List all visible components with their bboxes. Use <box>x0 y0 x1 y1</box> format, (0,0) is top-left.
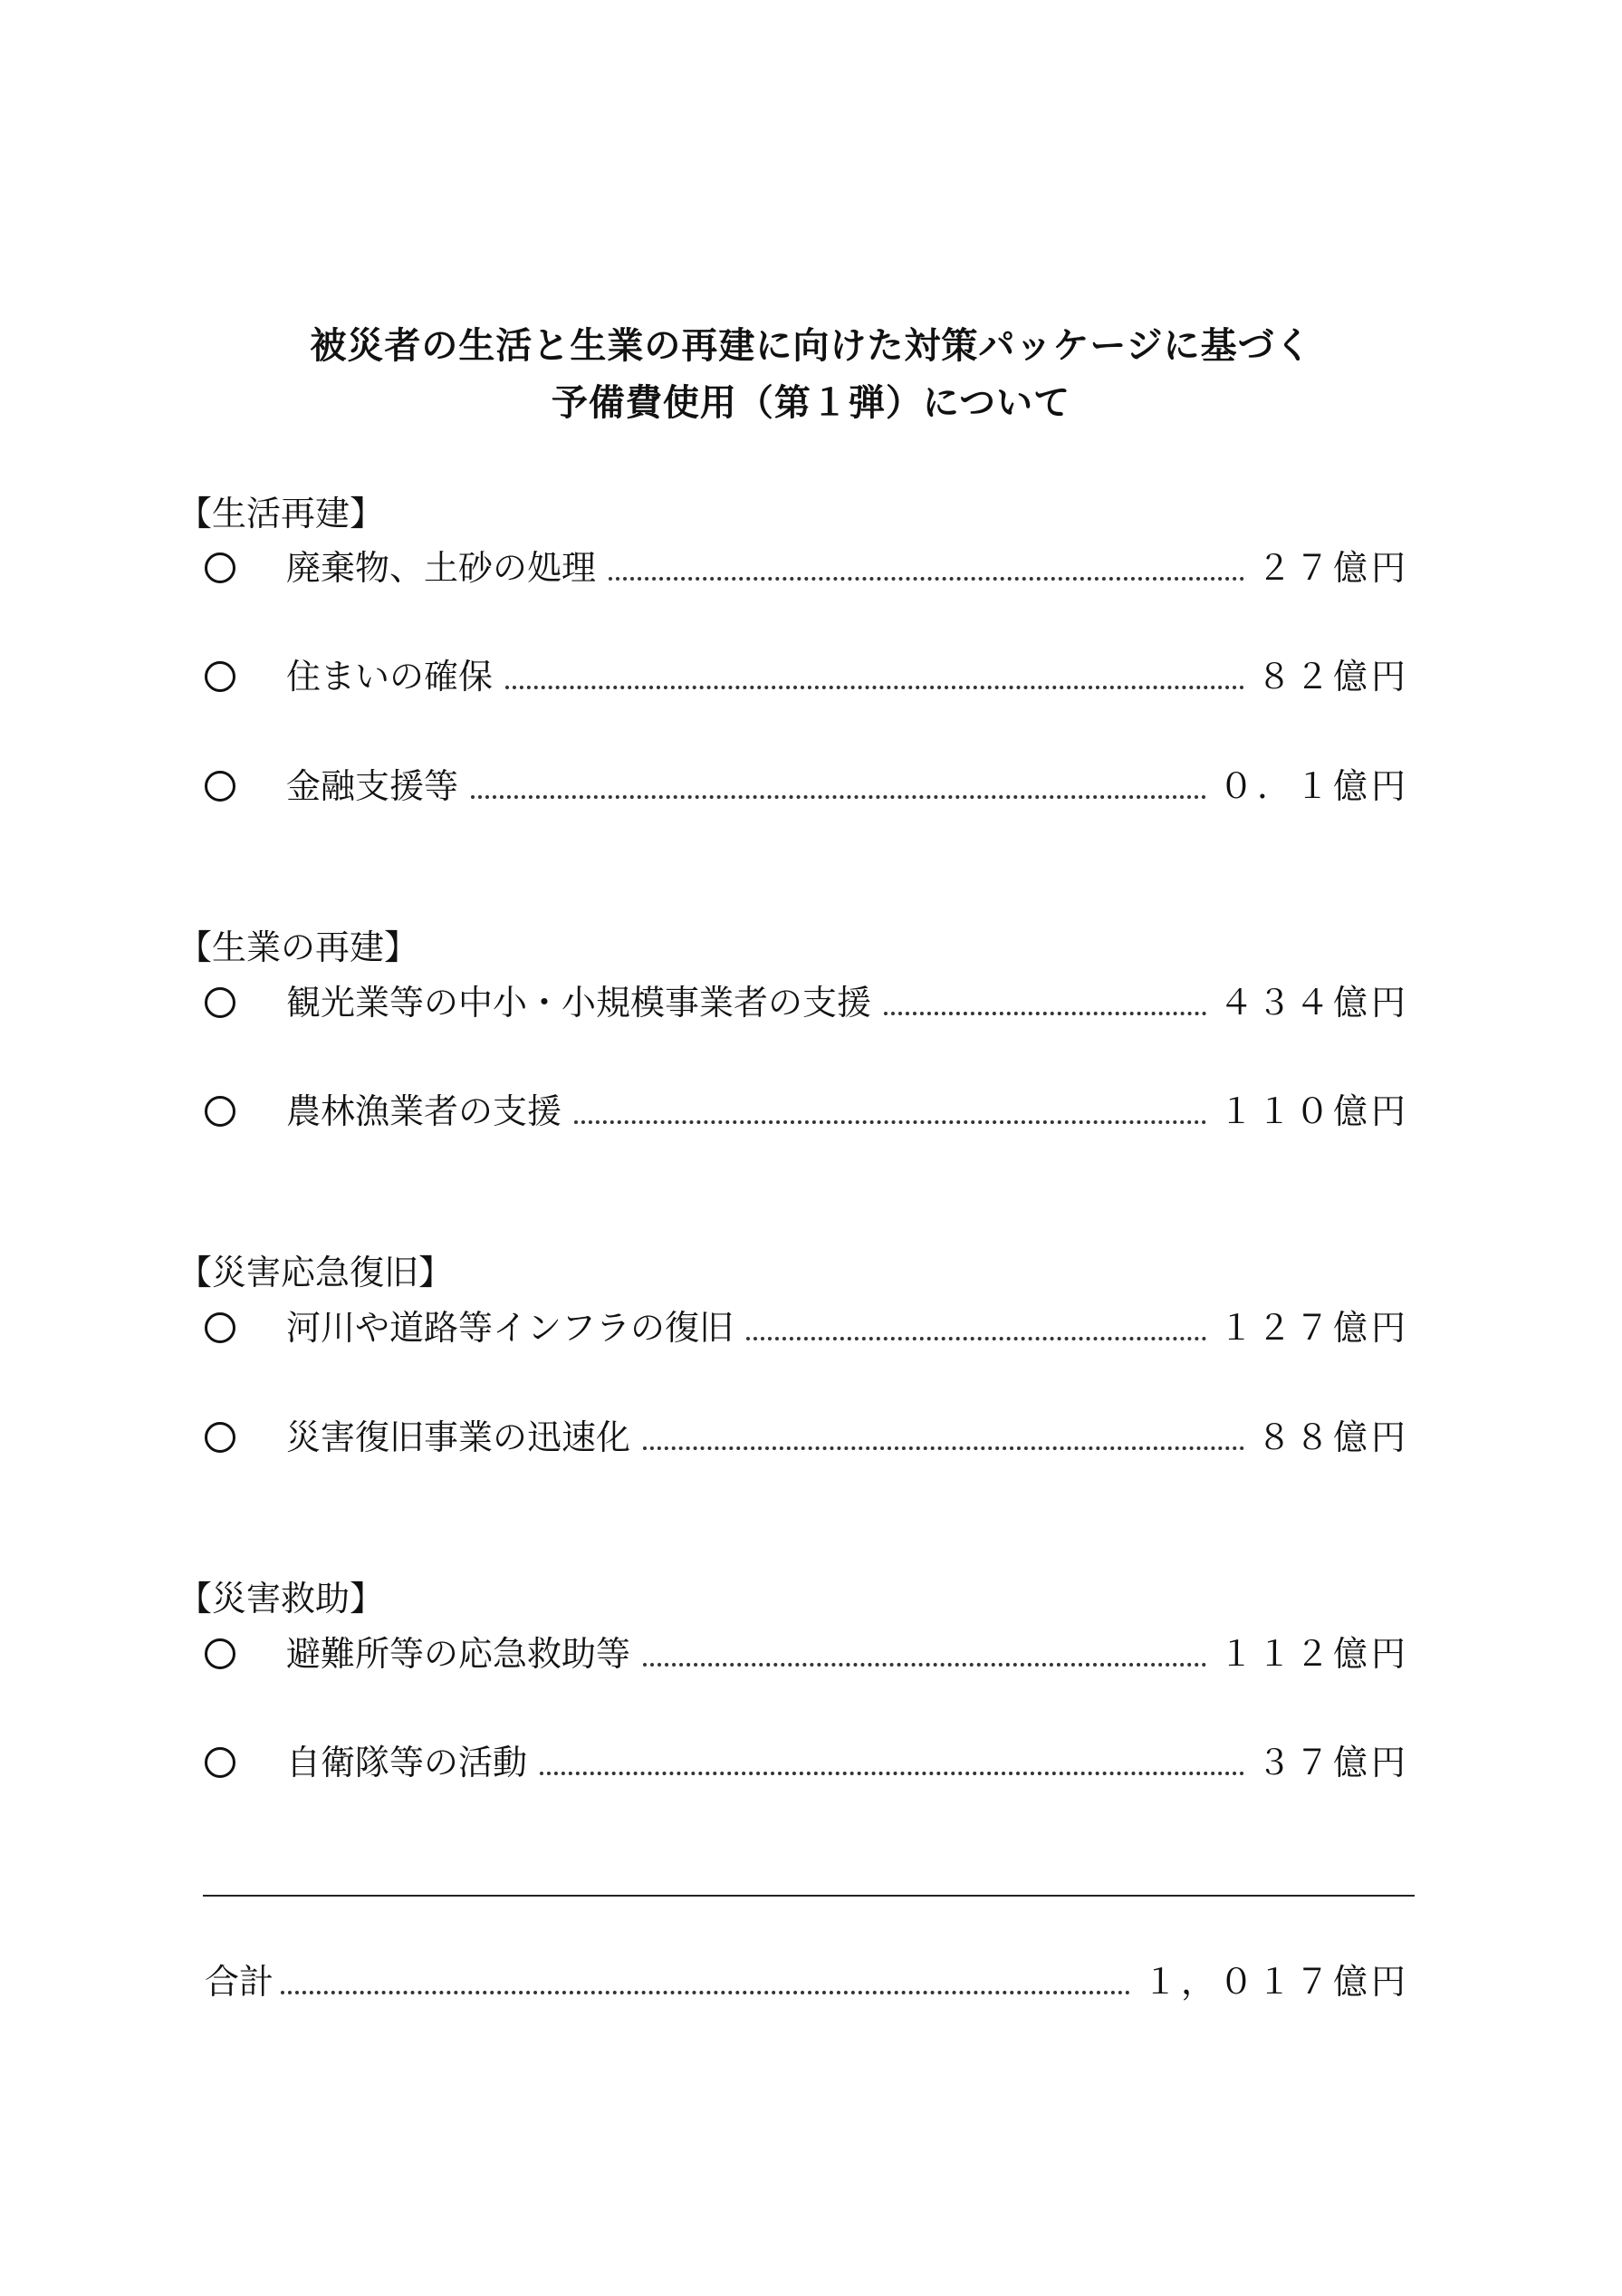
circle-bullet-icon <box>205 552 235 583</box>
item-amount: ８８億円 <box>1256 1417 1409 1457</box>
dot-leader <box>884 1012 1206 1015</box>
list-item <box>205 1415 1409 1460</box>
item-amount: ２７億円 <box>1256 548 1409 588</box>
circle-bullet-icon <box>205 987 235 1018</box>
item-label: 住まいの確保 <box>286 657 494 696</box>
dot-leader <box>540 1772 1244 1775</box>
dot-leader <box>609 577 1244 581</box>
dot-leader <box>471 795 1206 799</box>
list-item <box>205 764 1409 809</box>
list-item <box>205 1631 1409 1676</box>
list-item <box>205 1089 1409 1134</box>
circle-bullet-icon <box>205 1422 235 1453</box>
item-label: 災害復旧事業の迅速化 <box>286 1417 631 1457</box>
item-amount: １１２億円 <box>1218 1634 1409 1674</box>
item-label: 自衛隊等の活動 <box>286 1743 528 1782</box>
total-row <box>205 1959 1409 2004</box>
circle-bullet-icon <box>205 1638 235 1669</box>
item-amount: ０．１億円 <box>1218 766 1409 806</box>
dot-leader <box>746 1337 1206 1340</box>
item-amount: ３７億円 <box>1256 1743 1409 1782</box>
total-amount: １，０１７億円 <box>1142 1962 1409 2002</box>
item-amount: ４３４億円 <box>1218 983 1409 1023</box>
list-item <box>205 980 1409 1025</box>
section-heading-disaster-recovery: 【災害応急復旧】 <box>178 1253 454 1292</box>
list-item <box>205 1305 1409 1350</box>
item-label: 金融支援等 <box>286 766 459 806</box>
item-label: 観光業等の中小・小規模事業者の支援 <box>286 983 872 1023</box>
circle-bullet-icon <box>205 771 235 802</box>
total-divider <box>203 1895 1415 1897</box>
item-label: 避難所等の応急救助等 <box>286 1634 631 1674</box>
item-amount: １２７億円 <box>1218 1308 1409 1348</box>
circle-bullet-icon <box>205 1312 235 1343</box>
section-heading-disaster-relief: 【災害救助】 <box>178 1579 385 1619</box>
circle-bullet-icon <box>205 1747 235 1778</box>
document-title-line-2: 予備費使用（第１弾）について <box>551 382 1071 424</box>
dot-leader <box>574 1120 1206 1124</box>
total-label: 合計 <box>205 1962 274 2002</box>
item-amount: ８２億円 <box>1256 657 1409 696</box>
section-heading-livelihood-rebuild: 【生活再建】 <box>178 494 385 533</box>
dot-leader <box>281 1991 1130 1994</box>
list-item <box>205 1740 1409 1785</box>
dot-leader <box>643 1663 1206 1667</box>
circle-bullet-icon <box>205 1096 235 1127</box>
section-heading-business-rebuild: 【生業の再建】 <box>178 927 419 967</box>
item-label: 河川や道路等インフラの復旧 <box>286 1308 734 1348</box>
list-item <box>205 545 1409 591</box>
item-amount: １１０億円 <box>1218 1091 1409 1131</box>
dot-leader <box>643 1446 1244 1450</box>
item-label: 農林漁業者の支援 <box>286 1091 562 1131</box>
list-item <box>205 654 1409 699</box>
item-label: 廃棄物、土砂の処理 <box>286 548 597 588</box>
document-title-line-1: 被災者の生活と生業の再建に向けた対策パッケージに基づく <box>310 325 1312 367</box>
dot-leader <box>505 686 1244 689</box>
circle-bullet-icon <box>205 661 235 692</box>
